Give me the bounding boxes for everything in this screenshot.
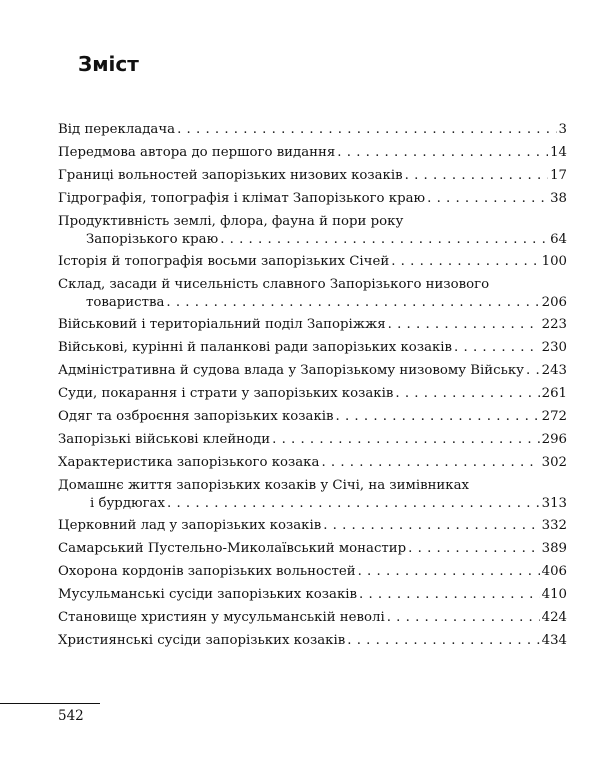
dot-leader [391, 253, 539, 271]
toc-page-number: 332 [541, 518, 567, 533]
dot-leader [166, 294, 539, 312]
toc-page-number: 272 [541, 409, 567, 424]
toc-entry-title: Характеристика запорізького козака [58, 455, 320, 470]
toc-entry-title: Військові, курінні й паланкові ради запорізьких козаків [58, 340, 453, 355]
toc-entry-title: Запорізького краю [86, 232, 219, 247]
toc-entry-title: Християнські сусіди запорізьких козаків [58, 633, 346, 648]
toc-entry-title: Мусульманські сусіди запорізьких козаків [58, 587, 357, 602]
toc-entry-title: Гідрографія, топографія і клімат Запорізького краю [58, 191, 426, 206]
dot-leader [427, 190, 548, 208]
toc-page-number: 434 [541, 633, 567, 648]
toc-page-number: 14 [550, 145, 567, 160]
dot-leader [408, 540, 539, 558]
toc-entry-line [58, 339, 567, 357]
toc-entry-line [58, 385, 567, 403]
toc-entry-title: Одяг та озброєння запорізьких козаків [58, 409, 334, 424]
toc-entry-title: Становище християн у мусульманській неволі [58, 610, 385, 625]
toc-entry-title: Адміністративна й судова влада у Запорізькому низовому Війську [58, 363, 524, 378]
toc-page-number: 38 [550, 191, 567, 206]
toc-entry-line [58, 231, 567, 249]
dot-leader [321, 454, 539, 472]
dot-leader [405, 167, 548, 185]
toc-page-number: 302 [541, 455, 567, 470]
toc-entry [58, 144, 567, 162]
toc-entry-line [58, 517, 567, 535]
dot-leader [220, 231, 548, 249]
toc-entry-title: Від перекладача [58, 122, 176, 137]
dot-leader [454, 339, 540, 357]
toc-page-number: 424 [541, 610, 567, 625]
toc-page-number: 296 [541, 432, 567, 447]
dot-leader [395, 385, 539, 403]
toc-entry-line [58, 431, 567, 449]
toc-entry [58, 167, 567, 185]
dot-leader [388, 316, 540, 334]
table-of-contents [58, 121, 567, 655]
toc-entry-title: Самарський Пустельно-Миколаївський монастир [58, 541, 407, 556]
toc-page-number: 410 [541, 587, 567, 602]
toc-entry-line [58, 276, 567, 294]
toc-entry-title: Військовий і територіальний поділ Запоріжжя [58, 317, 386, 332]
dot-leader [177, 121, 556, 139]
toc-page-number: 64 [550, 232, 567, 247]
toc-entry-title: Границі вольностей запорізьких низових козаків [58, 168, 403, 183]
toc-entry-line [58, 213, 567, 231]
toc-entry [58, 385, 567, 403]
toc-entry [58, 190, 567, 208]
toc-entry-line [58, 253, 567, 271]
toc-entry [58, 609, 567, 627]
toc-entry-line [58, 563, 567, 581]
toc-entry [58, 477, 567, 513]
toc-entry [58, 563, 567, 581]
dot-leader [526, 362, 540, 380]
toc-page-number: 17 [550, 168, 567, 183]
toc-entry-title: і бурдюгах [90, 496, 165, 511]
dot-leader [347, 632, 539, 650]
dot-leader [167, 495, 540, 513]
toc-entry-line [58, 609, 567, 627]
toc-entry-line [58, 495, 567, 513]
toc-entry [58, 454, 567, 472]
toc-page-number: 389 [541, 541, 567, 556]
toc-entry-line [58, 316, 567, 334]
toc-entry [58, 276, 567, 312]
dot-leader [387, 609, 540, 627]
dot-leader [358, 563, 540, 581]
toc-entry [58, 431, 567, 449]
toc-entry-title: Охорона кордонів запорізьких вольностей [58, 564, 356, 579]
toc-entry-line [58, 632, 567, 650]
toc-entry [58, 632, 567, 650]
toc-page-number: 100 [541, 254, 567, 269]
toc-entry [58, 316, 567, 334]
toc-entry-line [58, 586, 567, 604]
toc-entry-title: товариства [86, 295, 165, 310]
dot-leader [323, 517, 539, 535]
toc-entry [58, 362, 567, 380]
toc-page-number: 406 [541, 564, 567, 579]
toc-entry-line [58, 454, 567, 472]
toc-page-number: 313 [541, 496, 567, 511]
dot-leader [272, 431, 540, 449]
toc-page-number: 230 [541, 340, 567, 355]
toc-page-number: 261 [541, 386, 567, 401]
toc-entry-line [58, 362, 567, 380]
toc-entry [58, 339, 567, 357]
toc-entry-title: Передмова автора до першого видання [58, 145, 336, 160]
footer-rule [0, 703, 100, 704]
toc-entry [58, 121, 567, 139]
toc-entry-title: Склад, засади й чисельність славного Запорізького низового [58, 277, 490, 292]
toc-entry-title: Домашнє життя запорізьких козаків у Січі, на зимівниках [58, 478, 470, 493]
toc-entry-title: Церковний лад у запорізьких козаків [58, 518, 322, 533]
toc-entry-line [58, 408, 567, 426]
toc-entry-title: Історія й топографія восьми запорізьких Січей [58, 254, 390, 269]
toc-entry [58, 540, 567, 558]
toc-entry-line [58, 540, 567, 558]
toc-entry-title: Продуктивність землі, флора, фауна й пори року [58, 214, 404, 229]
toc-entry [58, 213, 567, 249]
toc-entry [58, 517, 567, 535]
toc-page-number: 223 [541, 317, 567, 332]
toc-entry-line [58, 167, 567, 185]
toc-entry-title: Запорізькі військові клейноди [58, 432, 271, 447]
toc-entry [58, 408, 567, 426]
page-title: Зміст [78, 52, 139, 76]
toc-page-number: 206 [541, 295, 567, 310]
toc-page-number: 3 [558, 122, 567, 137]
toc-entry [58, 253, 567, 271]
page-number: 542 [58, 708, 84, 724]
toc-entry-line [58, 477, 567, 495]
toc-entry [58, 586, 567, 604]
toc-entry-line [58, 144, 567, 162]
toc-entry-line [58, 121, 567, 139]
toc-entry-title: Суди, покарання і страти у запорізьких козаків [58, 386, 394, 401]
dot-leader [336, 408, 540, 426]
toc-entry-line [58, 294, 567, 312]
dot-leader [359, 586, 540, 604]
dot-leader [337, 144, 548, 162]
toc-page-number: 243 [541, 363, 567, 378]
toc-entry-line [58, 190, 567, 208]
